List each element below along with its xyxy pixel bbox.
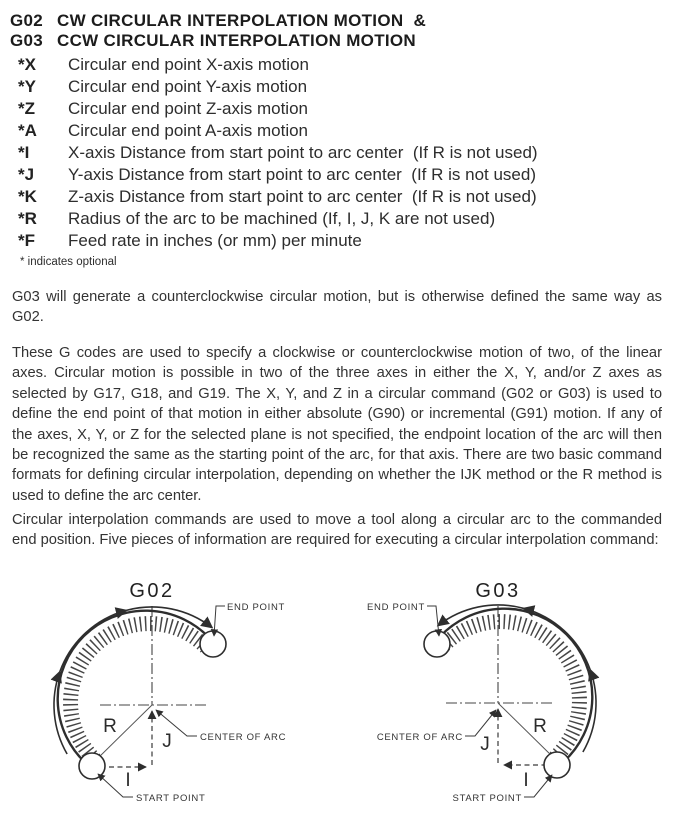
- paragraph-g03-note: G03 will generate a counterclockwise circular motion, but is otherwise defined the same way as G02.: [12, 289, 662, 326]
- paragraph-interpolation-intro: Circular interpolation commands are used to move a tool along a circular arc to the commanded end position. Five pieces of information are required for executing a circular interpolation command:: [12, 512, 662, 549]
- gcode-g03-title: CCW CIRCULAR INTERPOLATION MOTION: [57, 31, 416, 50]
- g03-r-label: R: [533, 716, 547, 737]
- g02-diagram-title: G02: [129, 580, 175, 602]
- param-desc: Circular end point X-axis motion: [68, 55, 309, 74]
- param-key: *K: [18, 187, 37, 206]
- param-row-z: [18, 99, 538, 121]
- g03-start-point-label: START POINT: [452, 793, 522, 804]
- page-header: [10, 11, 426, 51]
- g02-start-point-circle: [79, 753, 105, 779]
- param-desc: Circular end point A-axis motion: [68, 121, 309, 140]
- g03-direction-arrow-arc-1: [583, 670, 596, 753]
- param-desc: Radius of the arc to be machined (If, I, J, K are not used): [68, 209, 496, 228]
- g02-direction-arrow-arc-1: [54, 672, 67, 755]
- g02-center-of-arc-label: CENTER OF ARC: [200, 732, 287, 743]
- g03-i-label: I: [523, 770, 529, 791]
- header-row-g02: [10, 11, 426, 31]
- param-row-a: [18, 121, 538, 143]
- g03-start-point-circle: [544, 752, 570, 778]
- param-key: *Y: [18, 77, 36, 96]
- g02-j-label: J: [162, 731, 172, 752]
- g03-radius-line: [498, 703, 556, 760]
- g02-hatch-band: [71, 624, 206, 760]
- g03-end-point-label: END POINT: [366, 602, 425, 613]
- param-key: *J: [18, 165, 35, 184]
- g03-center-of-arc-label: CENTER OF ARC: [376, 732, 463, 743]
- g02-start-point-label: START POINT: [136, 793, 206, 804]
- param-row-j: [18, 165, 538, 187]
- g02-end-point-circle: [200, 631, 226, 657]
- g02-direction-arrow-arc-2: [60, 610, 127, 671]
- param-desc: Circular end point Z-axis motion: [68, 99, 308, 118]
- param-key: *Z: [18, 99, 35, 118]
- param-row-x: [18, 55, 538, 77]
- param-desc: Circular end point Y-axis motion: [68, 77, 308, 96]
- g03-center-leader: [465, 710, 496, 736]
- param-row-r: [18, 209, 538, 231]
- g03-j-label: J: [480, 734, 490, 755]
- param-desc: X-axis Distance from start point to arc center (If R is not used): [68, 143, 538, 162]
- g02-end-point-label: END POINT: [227, 602, 286, 613]
- g03-hatch-band: [444, 622, 579, 758]
- g02-r-label: R: [103, 716, 117, 737]
- g03-end-point-circle: [424, 631, 450, 657]
- g02-i-label: I: [125, 770, 131, 791]
- param-row-f: [18, 231, 538, 253]
- gcode-g02: G02: [10, 11, 44, 30]
- param-key: *R: [18, 209, 37, 228]
- param-row-y: [18, 77, 538, 99]
- g03-direction-arrow-arc-2: [523, 608, 590, 669]
- param-key: *F: [18, 231, 35, 250]
- paragraph-gcode-description: These G codes are used to specify a clockwise or counterclockwise motion of two, of the linear axes. Circular motion is possible in two of the three axes in either the X, Y, and/or Z axes as selected by G17, G18, and G19. The X, Y, and Z in a circular command (G02 or G03) is used to define the end point of that motion in either absolute (G90) or incremental (G91) motion. If any of the axes, X, Y, or Z for the selected plane is not specified, the endpoint location of the arc will then be recognized the same as the starting point of the arc, for that axis. There are two basic command formats for defining circular interpolation, depending on whether the IJK method or the R method is used to define the arc center.: [12, 345, 662, 504]
- param-key: *A: [18, 121, 37, 140]
- g03-diagram-title: G03: [475, 580, 521, 602]
- param-desc: Feed rate in inches (or mm) per minute: [68, 231, 362, 250]
- gcode-g02-title: CW CIRCULAR INTERPOLATION MOTION &: [57, 11, 427, 30]
- g02-diagram: [30, 570, 330, 822]
- param-key: *I: [18, 143, 30, 162]
- param-key: *X: [18, 55, 36, 74]
- gcode-g03: G03: [10, 31, 44, 50]
- param-row-i: [18, 143, 538, 165]
- optional-footnote: * indicates optional: [20, 256, 117, 268]
- g02-arc-path: [58, 611, 211, 764]
- g03-diagram: [350, 570, 650, 822]
- param-row-k: [18, 187, 538, 209]
- header-row-g03: [10, 31, 426, 51]
- param-desc: Y-axis Distance from start point to arc center (If R is not used): [68, 165, 536, 184]
- parameter-list: [18, 55, 538, 253]
- param-desc: Z-axis Distance from start point to arc center (If R is not used): [68, 187, 537, 206]
